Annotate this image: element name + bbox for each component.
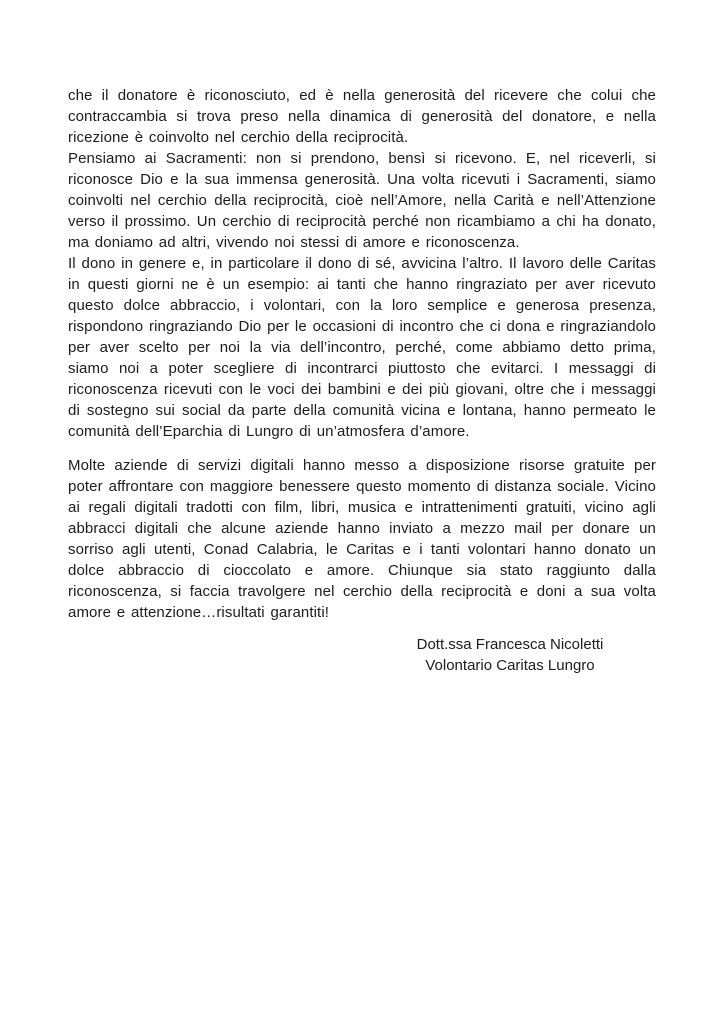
document-body bbox=[68, 85, 656, 623]
signature-name: Dott.ssa Francesca Nicoletti bbox=[416, 636, 604, 653]
paragraph-4: Molte aziende di servizi digitali hanno messo a disposizione risorse gratuite per poter affrontare con maggiore benessere questo momento di distanza sociale. Vicino ai regali digitali tradotti con film, libri, musica e intrattenimenti gratuiti, vicino agli abbracci digitali che alcune aziende hanno inviato a mezzo mail per donare un sorriso agli utenti, Conad Calabria, le Caritas e i tanti volontari hanno donato un dolce abbraccio di cioccolato e amore. Chiunque sia stato raggiunto dalla riconoscenza, si faccia travolgere nel cerchio della reciprocità e doni a sua volta amore e attenzione…risultati garantiti! bbox=[68, 457, 656, 621]
paragraph-1: che il donatore è riconosciuto, ed è nella generosità del ricevere che colui che contraccambia si trova preso nella dinamica di generosità del donatore, e nella ricezione è coinvolto nel cerchio della reciprocità. bbox=[68, 87, 656, 146]
signature-role: Volontario Caritas Lungro bbox=[425, 657, 595, 674]
paragraph-3: Il dono in genere e, in particolare il dono di sé, avvicina l’altro. Il lavoro delle Caritas in questi giorni ne è un esempio: ai tanti che hanno ringraziato per aver ricevuto questo dolce abbraccio, i volontari, con la loro semplice e generosa presenza, rispondono ringraziando Dio per le occasioni di incontro che ci dona e ringraziandolo per aver scelto per noi la via dell’incontro, perché, come abbiamo detto prima, siamo noi a poter scegliere di incontrarci piuttosto che evitarci. I messaggi di riconoscenza ricevuti con le voci dei bambini e dei più giovani, oltre che i messaggi di sostegno sui social da parte della comunità vicina e lontana, hanno permeato le comunità dell’Eparchia di Lungro di un’atmosfera d’amore. bbox=[68, 255, 656, 440]
paragraph-2: Pensiamo ai Sacramenti: non si prendono, bensì si ricevono. E, nel riceverli, si riconosce Dio e la sua immensa generosità. Una volta ricevuti i Sacramenti, siamo coinvolti nel cerchio della reciprocità, cioè nell’Amore, nella Carità e nell’Attenzione verso il prossimo. Un cerchio di reciprocità perché non ricambiamo a chi ha donato, ma doniamo ad altri, vivendo noi stessi di amore e riconoscenza. bbox=[68, 150, 656, 251]
signature-block bbox=[364, 634, 656, 676]
